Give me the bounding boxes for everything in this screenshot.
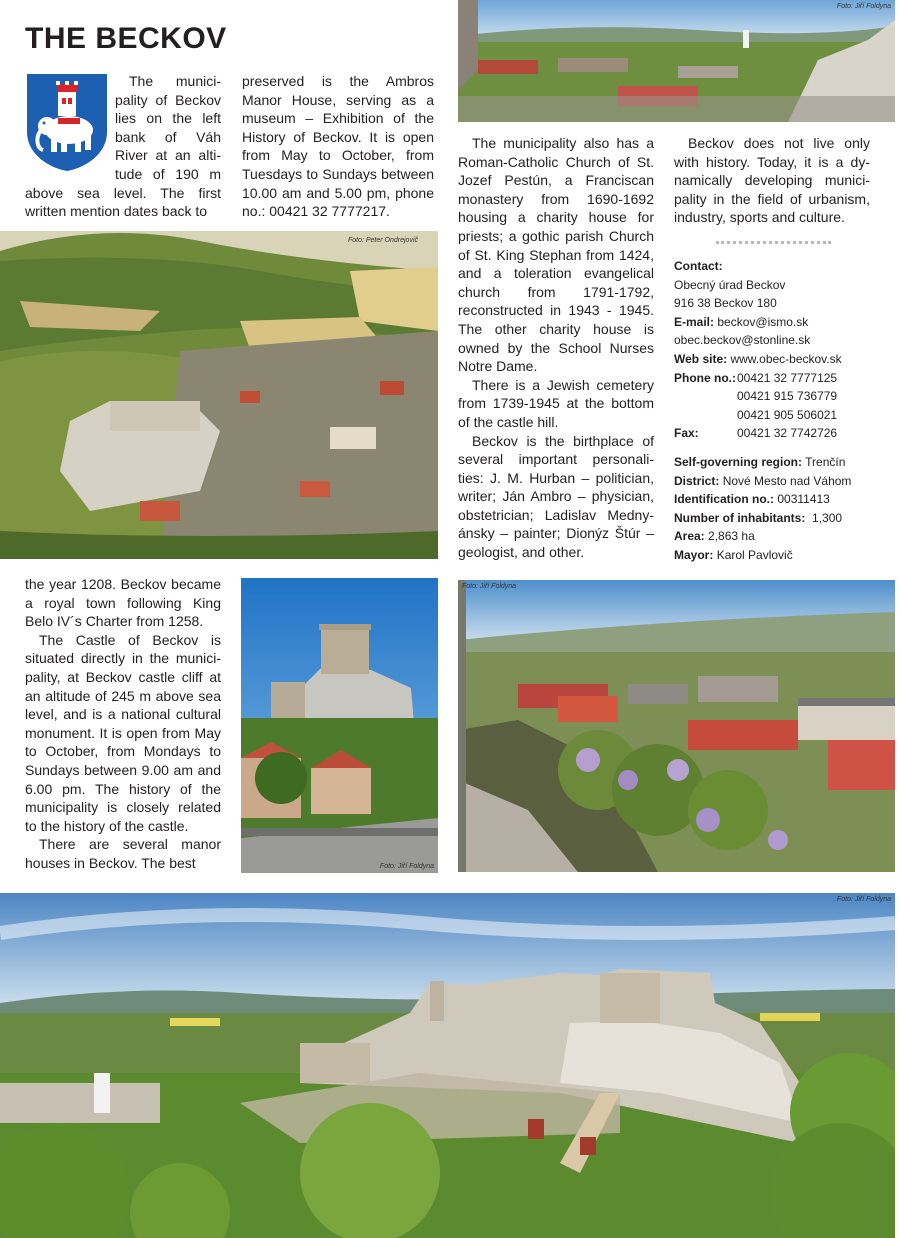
email-link[interactable]: obec.beckov@stonline.sk (674, 333, 811, 348)
photo-credit: Foto: Jiří Foldyna (462, 583, 517, 590)
region-value: Trenčín (805, 454, 846, 469)
paragraph-today: Beckov does not live only with history. Today, it is a dy-namically developing munici-pality in the field of urbanism, industry, sports and culture. (674, 135, 870, 226)
mid-column-text (458, 134, 654, 562)
area-value: 2,863 ha (708, 529, 755, 544)
region-label: Self-governing region: (674, 454, 803, 469)
photo-credit: Foto: Jiří Foldyna (836, 3, 891, 10)
mayor-label: Mayor: (674, 547, 714, 562)
photo-credit: Foto: Peter Ondrejovič (347, 237, 418, 244)
paragraph-castle: The Castle of Beckov is situated directly in the munici-pality, at Beckov castle cliff at an altitude of 245 m above sea level, and is a national cultural monument. It is open from May to October, from Mondays to Sundays between 9.00 am and 6.00 pm. The history of the municipality is closely related to the history of the castle. (25, 631, 221, 834)
email-link[interactable]: beckov@ismo.sk (717, 314, 809, 329)
mayor-value: Karol Pavlovič (716, 547, 793, 562)
castle-panorama-photo (0, 893, 895, 1238)
intro-paragraph: The munici-pality of Beckov lies on the left bank of Váh River at an alti-tude of 190 m above sea level. The first written mention dates back to (25, 73, 221, 220)
intro-paragraph-cont: preserved is the Ambros Manor House, serving as a museum – Exhibition of the History of Beckov. It is open from May to October, from Tuesdays to Sundays between 10.00 am and 5.00 pm, phone no.: 00421 32 7777217. (242, 73, 434, 220)
phone-number: 00421 32 7777125 (737, 370, 838, 385)
phone-number: 00421 915 736779 (737, 389, 838, 404)
inhabitants-label: Number of inhabitants: (674, 510, 806, 525)
contact-office: Obecný úrad Beckov (674, 277, 786, 292)
photo-credit: Foto: Jiří Foldyna (379, 863, 434, 870)
phone-label: Phone no.: (674, 370, 736, 385)
district-label: District: (674, 473, 720, 488)
contact-heading: Contact: (674, 259, 723, 273)
photo-credit: Foto: Jiří Foldyna (836, 896, 891, 903)
divider (716, 241, 831, 245)
phone-number: 00421 905 506021 (737, 407, 838, 422)
aerial-photo (0, 231, 438, 559)
area-label: Area: (674, 529, 705, 544)
castle-cliff-photo (241, 578, 438, 873)
fax-label: Fax: (674, 426, 699, 441)
email-label: E-mail: (674, 314, 715, 329)
web-label: Web site: (674, 351, 728, 366)
contact-block (674, 257, 889, 565)
paragraph-royal-town: the year 1208. Beckov became a royal town following King Belo IV´s Charter from 1258. (25, 576, 221, 630)
inhabitants-value: 1,300 (812, 510, 843, 525)
id-label: Identification no.: (674, 492, 774, 507)
town-view-photo (458, 0, 895, 122)
id-value: 00311413 (777, 492, 830, 507)
lower-column-text (25, 575, 221, 873)
contact-address: 916 38 Beckov 180 (674, 296, 777, 311)
right-column-text (674, 134, 870, 227)
paragraph-churches: The municipality also has a Roman-Catholic Church of St. Jozef Pestún, a Franciscan monastery from 1690-1692 housing a charity house for priests; a gothic parish Church of St. King Stephan from 1424, and a toleration evangelical church from 1791-1792, reconstructed in 1943 - 1945. The other charity house is owned by the School Nurses Notre Dame. (458, 135, 654, 375)
fax-number: 00421 32 7742726 (737, 426, 838, 441)
page-title: THE BECKOV (25, 22, 227, 55)
town-lilac-photo (458, 580, 895, 872)
paragraph-personalities: Beckov is the birthplace of several important personali-ties: J. M. Hurban – politician, writer; Ján Ambro – physician, obstetrician; Ladislav Medny-ánsky – painter; Dionýz Štúr – geologist, and other. (458, 432, 654, 561)
intro-text-col2 (242, 72, 434, 221)
paragraph-manor: There are several manor houses in Beckov. The best (25, 836, 221, 871)
intro-text-col1 (25, 72, 221, 221)
paragraph-cemetery: There is a Jewish cemetery from 1739-1945 at the bottom of the castle hill. (458, 376, 654, 430)
website-link[interactable]: www.obec-beckov.sk (730, 351, 842, 366)
district-value: Nové Mesto nad Váhom (722, 473, 852, 488)
